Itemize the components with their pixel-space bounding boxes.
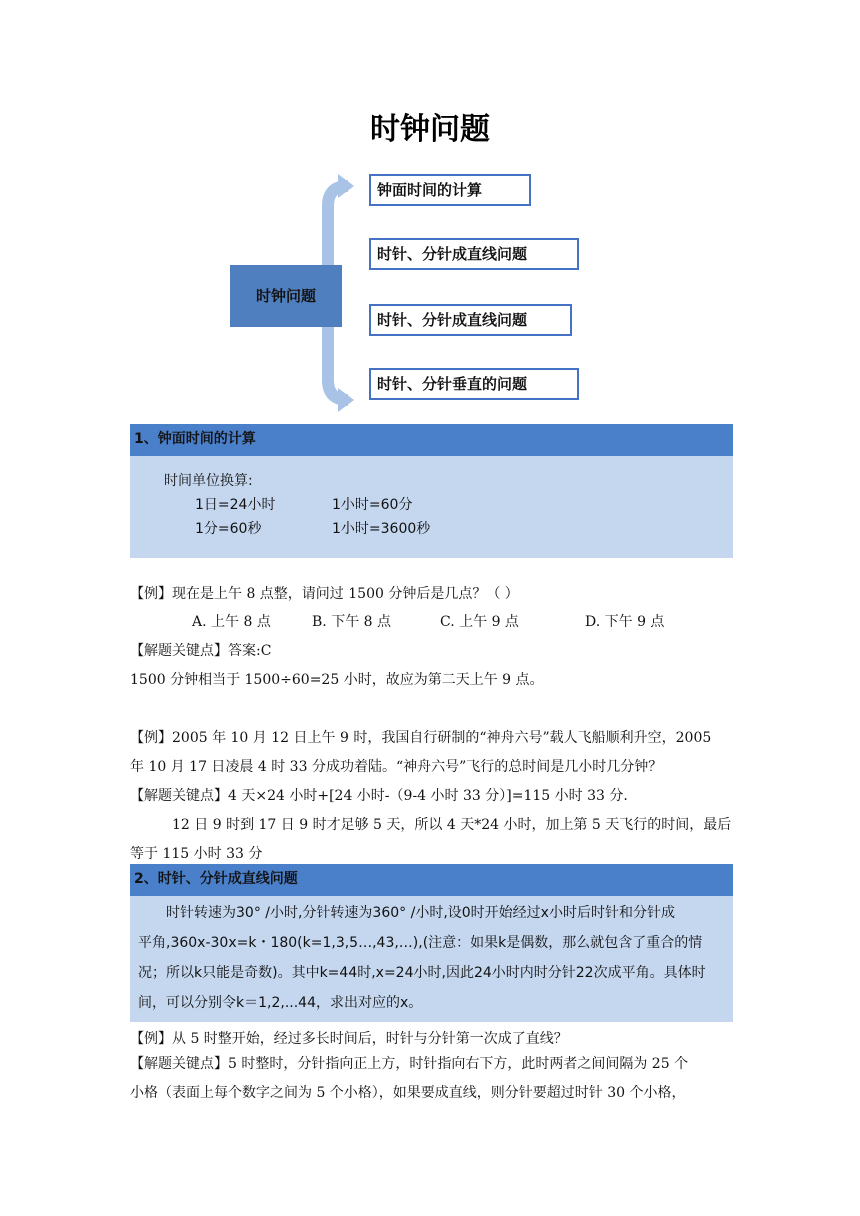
example1-key	[130, 637, 271, 665]
branch-3: 时针、分针成直线问题	[369, 304, 572, 336]
example3-question: 【例】从 5 时整开始，经过多长时间后，时针与分针第一次成了直线？	[130, 1031, 568, 1047]
section2-line-2: 平角,360x-30x=k・180(k=1,3,5…,43,…),(注意：如果k是偶数，那么就包含了重合的情	[138, 935, 703, 951]
example2-question-line1: 【例】2005 年 10 月 12 日上午 9 时，我国自行研制的“神舟六号”载人飞船顺利升空，2005	[130, 730, 712, 746]
branch-4: 时针、分针垂直的问题	[369, 368, 579, 400]
example2-key	[130, 782, 628, 810]
branch-2: 时针、分针成直线问题	[369, 238, 579, 270]
mind-map-connectors	[0, 0, 860, 420]
section2-line-4: 间，可以分别令k＝1,2,...44，求出对应的x。	[138, 995, 423, 1011]
example2-key-text: 4 天×24 小时+[24 小时-（9-4 小时 33 分）]=115 小时 33 分.	[228, 788, 628, 804]
key-label: 【解题关键点】	[130, 788, 228, 804]
unit-3: 1分=60秒	[195, 521, 262, 537]
unit-4: 1小时=3600秒	[332, 521, 431, 537]
unit-1: 1日=24小时	[195, 497, 276, 513]
arrow-head-bottom-icon	[338, 388, 354, 412]
mind-map-root: 时钟问题	[230, 265, 342, 327]
unit-title: 时间单位换算:	[164, 473, 253, 489]
example2-explain-line2: 等于 115 小时 33 分	[130, 846, 263, 862]
example1-option-b: B. 下午 8 点	[312, 614, 391, 630]
example1-explain: 1500 分钟相当于 1500÷60=25 小时，故应为第二天上午 9 点。	[130, 672, 544, 688]
example3-key-line2: 小格（表面上每个数字之间为 5 个小格），如果要成直线，则分针要超过时针 30 个小格，	[130, 1085, 686, 1101]
example2-explain-line1: 12 日 9 时到 17 日 9 时才足够 5 天，所以 4 天*24 小时，加上第 5 天飞行的时间，最后	[172, 817, 732, 833]
example1-option-a: A. 上午 8 点	[192, 614, 271, 630]
section2-heading: 2、时针、分针成直线问题	[130, 864, 733, 896]
arrow-head-top-icon	[338, 174, 354, 198]
section2-body	[130, 896, 733, 1022]
section1-heading: 1、钟面时间的计算	[130, 424, 733, 456]
section2-line-1: 时针转速为30° /小时,分针转速为360° /小时,设0时开始经过x小时后时针和分针成	[166, 905, 675, 921]
page-title: 时钟问题	[370, 112, 490, 147]
example3-key-line1	[130, 1050, 688, 1078]
example3-key-text: 5 时整时，分针指向正上方，时针指向右下方，此时两者之间间隔为 25 个	[228, 1056, 689, 1072]
example2-question-line2: 年 10 月 17 日凌晨 4 时 33 分成功着陆。“神舟六号”飞行的总时间是几小时几分钟？	[130, 759, 663, 775]
example1-option-c: C. 上午 9 点	[440, 614, 519, 630]
unit-2: 1小时=60分	[332, 497, 413, 513]
section1-body	[130, 456, 733, 558]
example1-question: 【例】现在是上午 8 点整，请问过 1500 分钟后是几点？（ ）	[130, 586, 519, 602]
section2-line-3: 况；所以k只能是奇数)。其中k=44时,x=24小时,因此24小时内时分针22次成平角。具体时	[138, 965, 706, 981]
branch-1: 钟面时间的计算	[369, 174, 531, 206]
example1-answer: 答案:C	[228, 643, 272, 659]
key-label: 【解题关键点】	[130, 643, 228, 659]
example1-option-d: D. 下午 9 点	[585, 614, 665, 630]
mind-map-diagram	[0, 0, 860, 420]
key-label: 【解题关键点】	[130, 1056, 228, 1072]
